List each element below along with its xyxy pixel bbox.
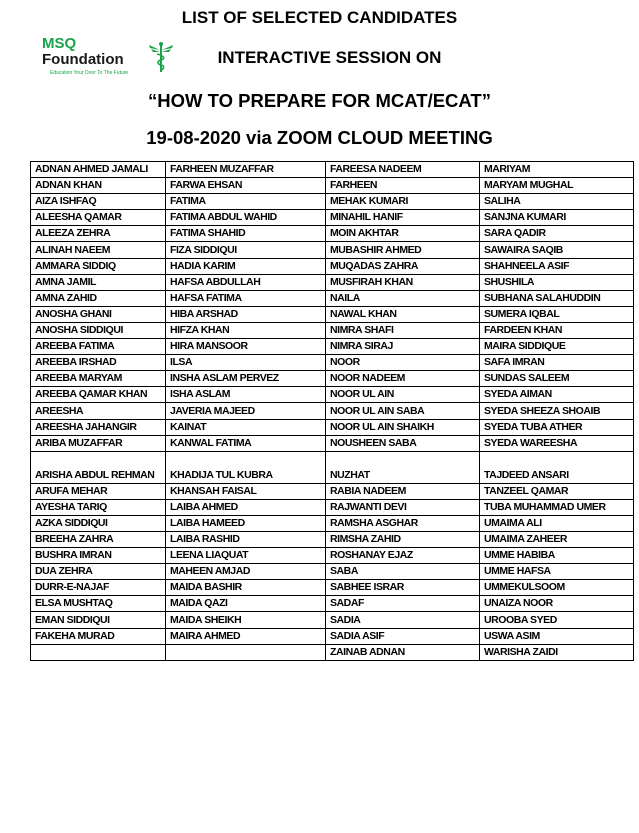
- candidate-name-cell: UMMEKULSOOM: [480, 580, 634, 596]
- table-row: [31, 499, 634, 515]
- candidate-name-cell: LAIBA AHMED: [166, 499, 326, 515]
- table-row: [31, 628, 634, 644]
- candidate-name-cell: SYEDA TUBA ATHER: [480, 419, 634, 435]
- candidate-name-cell: KHADIJA TUL KUBRA: [166, 451, 326, 483]
- candidate-name-cell: SARA QADIR: [480, 226, 634, 242]
- candidate-name-cell: FARHEEN MUZAFFAR: [166, 162, 326, 178]
- candidate-name-cell: MUBASHIR AHMED: [326, 242, 480, 258]
- candidate-name-cell: LAIBA RASHID: [166, 531, 326, 547]
- candidate-name-cell: MAIRA SIDDIQUE: [480, 339, 634, 355]
- table-row: [31, 290, 634, 306]
- candidate-name-cell: HAFSA FATIMA: [166, 290, 326, 306]
- candidate-name-cell: UMME HABIBA: [480, 548, 634, 564]
- candidate-name-cell: SYEDA SHEEZA SHOAIB: [480, 403, 634, 419]
- candidate-name-cell: FARHEEN: [326, 178, 480, 194]
- candidate-name-cell: AREEBA FATIMA: [31, 339, 166, 355]
- table-row: [31, 403, 634, 419]
- candidate-name-cell: AZKA SIDDIQUI: [31, 515, 166, 531]
- candidate-name-cell: MARIYAM: [480, 162, 634, 178]
- candidate-name-cell: FATIMA SHAHID: [166, 226, 326, 242]
- candidate-name-cell: TUBA MUHAMMAD UMER: [480, 499, 634, 515]
- session-topic: “HOW TO PREPARE FOR MCAT/ECAT”: [148, 90, 491, 111]
- candidate-name-cell: UMME HAFSA: [480, 564, 634, 580]
- candidate-name-cell: AREESHA: [31, 403, 166, 419]
- candidate-name-cell: RIMSHA ZAHID: [326, 531, 480, 547]
- candidate-name-cell: HADIA KARIM: [166, 258, 326, 274]
- candidate-name-cell: FARWA EHSAN: [166, 178, 326, 194]
- logo-tagline: Education Your Door To The Future: [50, 70, 129, 76]
- candidate-name-cell: AYESHA TARIQ: [31, 499, 166, 515]
- caduceus-icon: [148, 41, 174, 73]
- table-row: [31, 322, 634, 338]
- candidate-name-cell: UMAIMA ALI: [480, 515, 634, 531]
- candidate-name-cell: AREESHA JAHANGIR: [31, 419, 166, 435]
- candidate-name-cell: INSHA ASLAM PERVEZ: [166, 371, 326, 387]
- candidate-name-cell: JAVERIA MAJEED: [166, 403, 326, 419]
- candidate-name-cell: LEENA LIAQUAT: [166, 548, 326, 564]
- candidate-name-cell: SALIHA: [480, 194, 634, 210]
- candidate-name-cell: MINAHIL HANIF: [326, 210, 480, 226]
- candidate-name-cell: ANOSHA GHANI: [31, 306, 166, 322]
- candidate-name-cell: FARDEEN KHAN: [480, 322, 634, 338]
- session-date: 19-08-2020 via ZOOM CLOUD MEETING: [146, 127, 493, 148]
- candidate-name-cell: MEHAK KUMARI: [326, 194, 480, 210]
- candidate-name-cell: FAREESA NADEEM: [326, 162, 480, 178]
- candidate-name-cell: MAIRA AHMED: [166, 628, 326, 644]
- candidate-name-cell: DUA ZEHRA: [31, 564, 166, 580]
- candidate-name-cell: ADNAN AHMED JAMALI: [31, 162, 166, 178]
- candidate-name-cell: SABA: [326, 564, 480, 580]
- candidate-name-cell: NOUSHEEN SABA: [326, 435, 480, 451]
- candidate-name-cell: HIBA ARSHAD: [166, 306, 326, 322]
- candidate-name-cell: ISHA ASLAM: [166, 387, 326, 403]
- table-row: [31, 194, 634, 210]
- logo-msq-text: MSQ: [42, 35, 77, 52]
- table-row: [31, 515, 634, 531]
- candidate-name-cell: MAIDA QAZI: [166, 596, 326, 612]
- candidate-name-cell: LAIBA HAMEED: [166, 515, 326, 531]
- candidate-name-cell: [166, 644, 326, 660]
- candidate-name-cell: ZAINAB ADNAN: [326, 644, 480, 660]
- candidate-name-cell: NOOR UL AIN SABA: [326, 403, 480, 419]
- candidate-name-cell: SADIA ASIF: [326, 628, 480, 644]
- table-row: [31, 306, 634, 322]
- candidate-name-cell: HAFSA ABDULLAH: [166, 274, 326, 290]
- table-row: [31, 419, 634, 435]
- table-row: [31, 242, 634, 258]
- candidate-name-cell: NOOR UL AIN: [326, 387, 480, 403]
- candidate-name-cell: UNAIZA NOOR: [480, 596, 634, 612]
- table-row: [31, 226, 634, 242]
- candidate-name-cell: KANWAL FATIMA: [166, 435, 326, 451]
- candidate-name-cell: HIFZA KHAN: [166, 322, 326, 338]
- candidate-name-cell: ARISHA ABDUL REHMAN: [31, 451, 166, 483]
- candidate-name-cell: NOOR: [326, 355, 480, 371]
- candidate-name-cell: USWA ASIM: [480, 628, 634, 644]
- candidate-name-cell: AIZA ISHFAQ: [31, 194, 166, 210]
- candidate-name-cell: FIZA SIDDIQUI: [166, 242, 326, 258]
- candidate-name-cell: SABHEE ISRAR: [326, 580, 480, 596]
- table-row: [31, 644, 634, 660]
- candidate-name-cell: RABIA NADEEM: [326, 483, 480, 499]
- table-row: [31, 435, 634, 451]
- candidate-name-cell: EMAN SIDDIQUI: [31, 612, 166, 628]
- candidates-table: [30, 161, 634, 661]
- logo-foundation-text: Foundation: [42, 51, 124, 68]
- candidate-name-cell: ARUFA MEHAR: [31, 483, 166, 499]
- table-row: [31, 564, 634, 580]
- candidate-name-cell: ADNAN KHAN: [31, 178, 166, 194]
- candidate-name-cell: MAIDA BASHIR: [166, 580, 326, 596]
- candidate-name-cell: NOOR NADEEM: [326, 371, 480, 387]
- candidate-name-cell: AREEBA QAMAR KHAN: [31, 387, 166, 403]
- candidate-name-cell: AMNA JAMIL: [31, 274, 166, 290]
- candidate-name-cell: SADIA: [326, 612, 480, 628]
- candidate-name-cell: MARYAM MUGHAL: [480, 178, 634, 194]
- candidate-name-cell: BREEHA ZAHRA: [31, 531, 166, 547]
- candidate-name-cell: DURR-E-NAJAF: [31, 580, 166, 596]
- candidate-name-cell: MOIN AKHTAR: [326, 226, 480, 242]
- candidate-name-cell: ILSA: [166, 355, 326, 371]
- candidate-name-cell: KAINAT: [166, 419, 326, 435]
- candidate-name-cell: SUNDAS SALEEM: [480, 371, 634, 387]
- candidate-name-cell: SADAF: [326, 596, 480, 612]
- table-row: [31, 274, 634, 290]
- candidate-name-cell: SHAHNEELA ASIF: [480, 258, 634, 274]
- candidate-name-cell: BUSHRA IMRAN: [31, 548, 166, 564]
- candidate-name-cell: KHANSAH FAISAL: [166, 483, 326, 499]
- candidate-name-cell: SUMERA IQBAL: [480, 306, 634, 322]
- candidate-name-cell: ALINAH NAEEM: [31, 242, 166, 258]
- candidate-name-cell: MUSFIRAH KHAN: [326, 274, 480, 290]
- session-title: INTERACTIVE SESSION ON: [217, 48, 442, 67]
- candidate-name-cell: UMAIMA ZAHEER: [480, 531, 634, 547]
- candidate-name-cell: NIMRA SHAFI: [326, 322, 480, 338]
- msq-foundation-logo: [40, 35, 180, 80]
- candidate-name-cell: SYEDA WAREESHA: [480, 435, 634, 451]
- candidate-name-cell: NOOR UL AIN SHAIKH: [326, 419, 480, 435]
- candidate-name-cell: ARIBA MUZAFFAR: [31, 435, 166, 451]
- candidate-name-cell: [31, 644, 166, 660]
- candidate-name-cell: NUZHAT: [326, 451, 480, 483]
- candidate-name-cell: SAWAIRA SAQIB: [480, 242, 634, 258]
- table-row: [31, 531, 634, 547]
- candidate-name-cell: ROSHANAY EJAZ: [326, 548, 480, 564]
- table-row: [31, 580, 634, 596]
- table-row: [31, 258, 634, 274]
- candidate-name-cell: MAHEEN AMJAD: [166, 564, 326, 580]
- candidate-name-cell: SHUSHILA: [480, 274, 634, 290]
- candidate-name-cell: AREEBA MARYAM: [31, 371, 166, 387]
- table-row: [31, 612, 634, 628]
- table-row: [31, 371, 634, 387]
- table-row: [31, 162, 634, 178]
- candidate-name-cell: SYEDA AIMAN: [480, 387, 634, 403]
- candidate-name-cell: ANOSHA SIDDIQUI: [31, 322, 166, 338]
- candidate-name-cell: ELSA MUSHTAQ: [31, 596, 166, 612]
- candidate-name-cell: UROOBA SYED: [480, 612, 634, 628]
- candidate-name-cell: SUBHANA SALAHUDDIN: [480, 290, 634, 306]
- candidate-name-cell: ALEESHA QAMAR: [31, 210, 166, 226]
- candidate-name-cell: RAJWANTI DEVI: [326, 499, 480, 515]
- list-title: LIST OF SELECTED CANDIDATES: [181, 8, 458, 27]
- table-row: [31, 355, 634, 371]
- candidate-name-cell: AMMARA SIDDIQ: [31, 258, 166, 274]
- candidate-name-cell: FAKEHA MURAD: [31, 628, 166, 644]
- table-row: [31, 548, 634, 564]
- table-row: [31, 387, 634, 403]
- candidate-name-cell: SANJNA KUMARI: [480, 210, 634, 226]
- table-row: [31, 210, 634, 226]
- candidate-name-cell: WARISHA ZAIDI: [480, 644, 634, 660]
- table-row: [31, 178, 634, 194]
- candidate-name-cell: MUQADAS ZAHRA: [326, 258, 480, 274]
- candidate-name-cell: FATIMA: [166, 194, 326, 210]
- candidate-name-cell: NAWAL KHAN: [326, 306, 480, 322]
- candidate-name-cell: AREEBA IRSHAD: [31, 355, 166, 371]
- candidate-name-cell: FATIMA ABDUL WAHID: [166, 210, 326, 226]
- candidate-name-cell: AMNA ZAHID: [31, 290, 166, 306]
- candidate-name-cell: HIRA MANSOOR: [166, 339, 326, 355]
- candidate-name-cell: RAMSHA ASGHAR: [326, 515, 480, 531]
- table-row: [31, 596, 634, 612]
- candidate-name-cell: TANZEEL QAMAR: [480, 483, 634, 499]
- candidate-name-cell: TAJDEED ANSARI: [480, 451, 634, 483]
- candidate-name-cell: ALEEZA ZEHRA: [31, 226, 166, 242]
- table-row: [31, 339, 634, 355]
- table-row: [31, 451, 634, 483]
- candidate-name-cell: MAIDA SHEIKH: [166, 612, 326, 628]
- candidate-name-cell: NAILA: [326, 290, 480, 306]
- candidate-name-cell: NIMRA SIRAJ: [326, 339, 480, 355]
- candidate-name-cell: SAFA IMRAN: [480, 355, 634, 371]
- table-row: [31, 483, 634, 499]
